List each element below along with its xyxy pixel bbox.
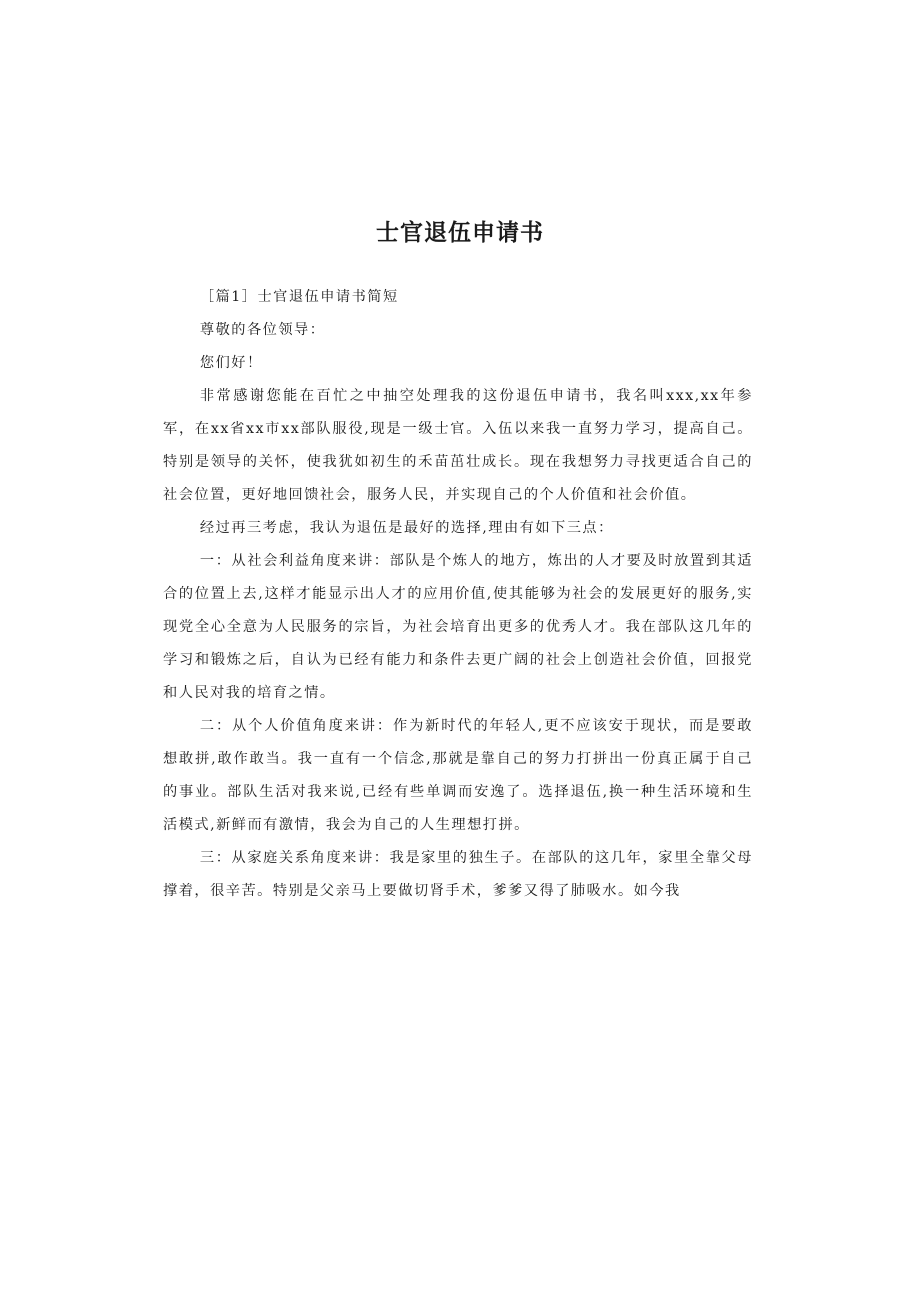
salutation: 尊敬的各位领导： — [199, 322, 326, 338]
document-body — [163, 281, 753, 908]
paragraph-reason-three: 三：从家庭关系角度来讲：我是家里的独生子。在部队的这几年，家里全靠父母撑着，很辛苦。特别是父亲马上要做切肾手术，爹爹又得了肺吸水。如今我 — [163, 850, 753, 899]
paragraph-intro: 非常感谢您能在百忙之中抽空处理我的这份退伍申请书，我名叫xxx,xx年参军，在xx省xx市xx部队服役,现是一级士官。入伍以来我一直努力学习，提高自己。特别是领导的关怀，使我犹如初生的禾苗茁壮成长。现在我想努力寻找更适合自己的社会位置，更好地回馈社会，服务人民，并实现自己的个人价值和社会价值。 — [163, 388, 753, 503]
paragraph-reason-one: 一：从社会利益角度来讲：部队是个炼人的地方，炼出的人才要及时放置到其适合的位置上去,这样才能显示出人才的应用价值,使其能够为社会的发展更好的服务,实现党全心全意为人民服务的宗旨，为社会培育出更多的优秀人才。我在部队这几年的学习和锻炼之后，自认为已经有能力和条件去更广阔的社会上创造社会价值，回报党和人民对我的培育之情。 — [163, 553, 753, 701]
paragraph-decision: 经过再三考虑，我认为退伍是最好的选择,理由有如下三点： — [199, 520, 614, 536]
section-heading: ［篇1］士官退伍申请书简短 — [199, 289, 399, 305]
greeting: 您们好！ — [199, 355, 263, 371]
paragraph-reason-two: 二：从个人价值角度来讲：作为新时代的年轻人,更不应该安于现状，而是要敢想敢拼,敢作敢当。我一直有一个信念,那就是靠自己的努力打拼出一份真正属于自己的事业。部队生活对我来说,已经有些单调而安逸了。选择退伍,换一种生活环境和生活模式,新鲜而有激情，我会为自己的人生理想打拼。 — [163, 718, 753, 833]
document-title: 士官退伍申请书 — [376, 220, 544, 246]
